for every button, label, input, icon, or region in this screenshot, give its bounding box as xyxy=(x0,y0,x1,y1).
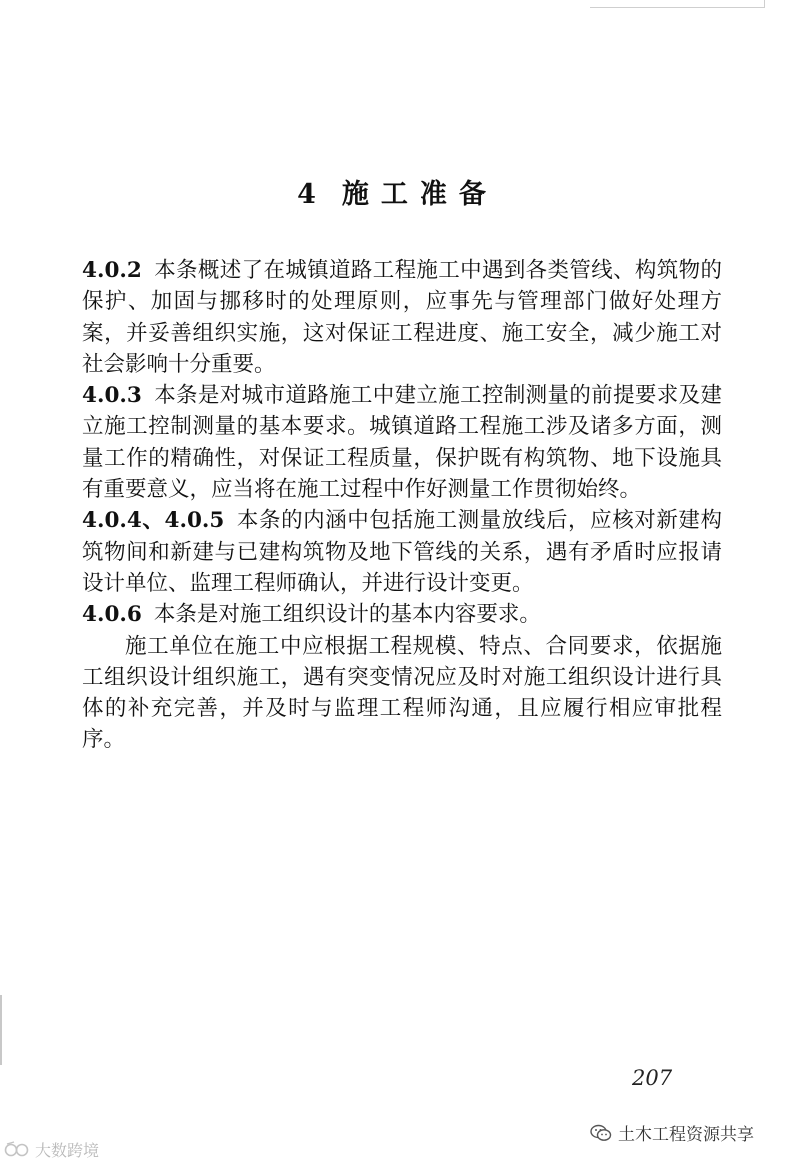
clause-number: 4.0.4、4.0.5 xyxy=(82,508,225,534)
watermark-text: 大数跨境 xyxy=(35,1141,100,1160)
top-rule xyxy=(590,7,765,8)
paragraph-text: 本条的内涵中包括施工测量放线后，应核对新建构筑物间和新建与已建构筑物及地下管线的关系，遇有矛盾时应报请设计单位、监理工程师确认，并进行设计变更。 xyxy=(82,508,722,596)
top-rule-end xyxy=(764,0,765,8)
paragraph-4-0-2 xyxy=(82,255,722,380)
clause-number: 4.0.6 xyxy=(82,602,142,628)
watermark-logo-icon xyxy=(4,1140,32,1160)
source-badge-text: 土木工程资源共享 xyxy=(618,1125,754,1145)
paragraph-text: 本条是对施工组织设计的基本内容要求。 xyxy=(153,602,541,628)
source-badge xyxy=(590,1120,754,1145)
paragraph-text: 本条概述了在城镇道路工程施工中遇到各类管线、构筑物的保护、加固与挪移时的处理原则，应事先与管理部门做好处理方案，并妥善组织实施，这对保证工程进度、施工安全，减少施工对社会影响十分重要。 xyxy=(82,258,722,377)
watermark xyxy=(4,1138,99,1161)
page-number: 207 xyxy=(632,1066,673,1090)
chapter-number: 4 xyxy=(297,179,318,210)
paragraph-4-0-4-4-0-5 xyxy=(82,505,722,599)
paragraph-4-0-6 xyxy=(82,599,722,630)
clause-number: 4.0.3 xyxy=(82,383,142,409)
chapter-name: 施工准备 xyxy=(341,179,498,210)
paragraph-text: 本条是对城市道路施工中建立施工控制测量的前提要求及建立施工控制测量的基本要求。城镇道路工程施工涉及诸多方面，测量工作的精确性，对保证工程质量，保护既有构筑物、地下设施具有重要意义，应当将在施工过程中作好测量工作贯彻始终。 xyxy=(82,383,722,503)
wechat-icon xyxy=(590,1124,612,1142)
paragraph-continuation xyxy=(82,631,722,756)
scan-edge-mark xyxy=(0,995,2,1065)
paragraph-4-0-3 xyxy=(82,380,722,505)
paragraph-text: 施工单位在施工中应根据工程规模、特点、合同要求，依据施工组织设计组织施工，遇有突变情况应及时对施工组织设计进行具体的补充完善，并及时与监理工程师沟通，且应履行相应审批程序。 xyxy=(82,633,722,753)
clause-number: 4.0.2 xyxy=(82,258,142,283)
chapter-title xyxy=(0,172,795,211)
body-text xyxy=(82,255,722,756)
